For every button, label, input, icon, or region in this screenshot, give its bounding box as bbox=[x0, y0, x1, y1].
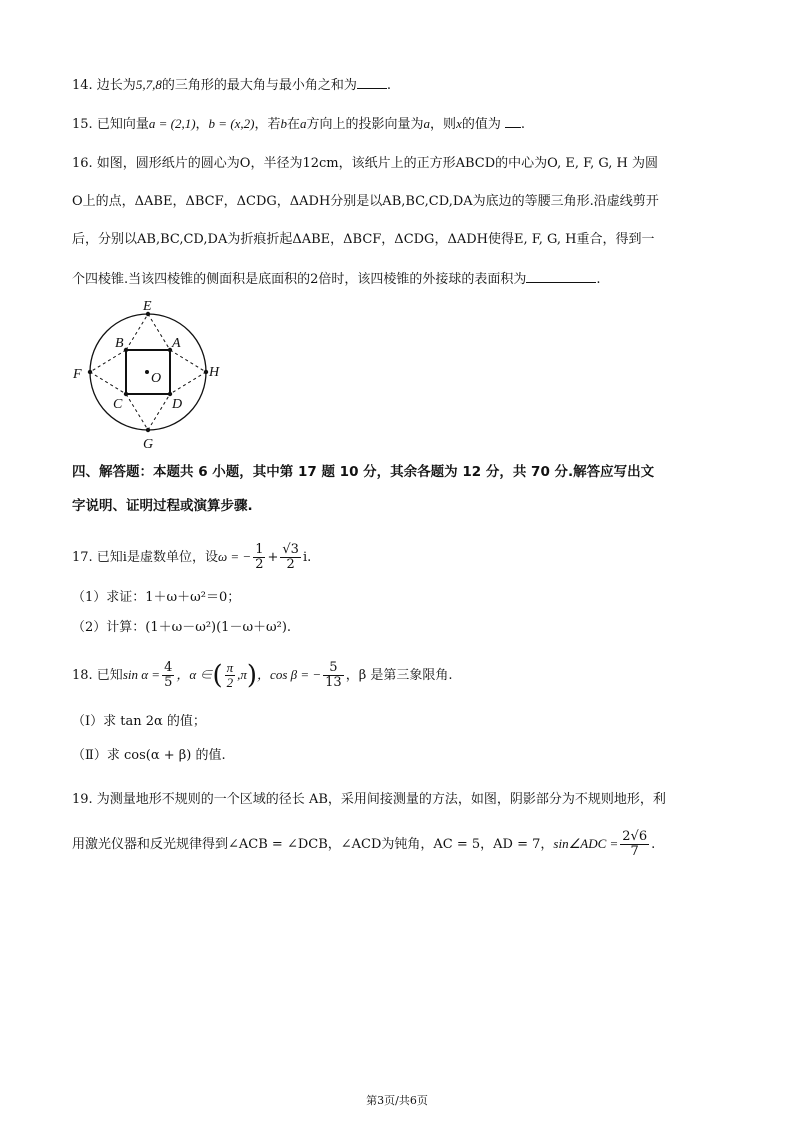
q15-text-c: 在 bbox=[287, 117, 301, 132]
q14-end: . bbox=[386, 78, 391, 93]
label-G: G bbox=[143, 437, 154, 452]
q15-text-a: 已知向量 bbox=[96, 117, 149, 132]
q17-fraction-2: $\frac{√3}{2}$ bbox=[282, 542, 299, 572]
q15-answer-blank bbox=[505, 113, 521, 128]
q15-sep: ， bbox=[195, 117, 209, 132]
section-4-heading-line-2: 字说明、证明过程或演算步骤. bbox=[72, 498, 253, 514]
question-19-line-1: 19. 为测量地形不规则的一个区域的径长 AB，采用间接测量的方法，如图，阴影部分为不规则地形，利 bbox=[72, 792, 666, 807]
q18-cos-fraction: $\frac{5}{13}$ bbox=[325, 660, 342, 690]
question-16-line-3: 后，分别以AB,BC,CD,DA为折痕折起ΔABE，ΔBCF，ΔCDG，ΔADH使得E, F, G, H重合，得到一 bbox=[72, 232, 655, 247]
q19-sin-adc: sin∠ADC = bbox=[553, 836, 619, 851]
q18-pi-fraction: $\frac{\pi}{2}$ bbox=[226, 660, 234, 690]
q14-answer-blank bbox=[357, 74, 387, 89]
q15-vector-a: a = (2,1) bbox=[148, 116, 196, 131]
label-H: H bbox=[209, 365, 220, 380]
q18-paren-open: ( bbox=[212, 660, 223, 691]
question-16-line-2: O上的点，ΔABE，ΔBCF，ΔCDG，ΔADH分别是以AB,BC,CD,DA为底边的等腰三角形.沿虚线剪开 bbox=[72, 194, 659, 209]
figure-dashed-g bbox=[126, 394, 170, 430]
q19-end: . bbox=[651, 837, 656, 852]
q15-a-symbol-2: a bbox=[423, 116, 431, 131]
page-footer: 第3页/共6页 bbox=[366, 1094, 428, 1107]
q16-line-4-text: 个四棱锥.当该四棱锥的侧面积是底面积的2倍时，该四棱锥的外接球的表面积为 bbox=[72, 272, 527, 287]
q18-stem-end: ，β 是第三象限角. bbox=[345, 668, 453, 683]
q18-cos-beta: ，cos β = − bbox=[257, 667, 322, 682]
q14-text-a: 14. 边长为 bbox=[72, 78, 136, 93]
question-18 bbox=[72, 656, 452, 695]
q17-fraction-1: $\frac{1}{2}$ bbox=[255, 542, 264, 572]
question-15 bbox=[72, 113, 525, 135]
label-D: D bbox=[172, 397, 183, 412]
circle-square-figure bbox=[68, 296, 248, 456]
q15-b-symbol: b bbox=[280, 116, 288, 131]
q19-fraction: $\frac{2√6}{7}$ bbox=[622, 829, 648, 859]
q15-vector-b: b = (x,2) bbox=[208, 116, 255, 131]
question-16-line-4 bbox=[72, 268, 601, 290]
label-B: B bbox=[115, 336, 124, 351]
label-C: C bbox=[113, 397, 123, 412]
q18-interval-end: ,π bbox=[237, 667, 247, 682]
figure-dashed-h bbox=[170, 350, 206, 394]
question-17 bbox=[72, 540, 311, 575]
figure-dashed-f bbox=[90, 350, 126, 394]
q17-stem-a: 17. 已知i是虚数单位，设 bbox=[72, 550, 218, 565]
q18-alpha-in: ，α ∈ bbox=[176, 667, 213, 682]
q15-end: . bbox=[520, 117, 525, 132]
label-A: A bbox=[172, 336, 181, 351]
q17-stem-end: i. bbox=[302, 550, 312, 565]
q17-part-1: （1）求证：1＋ω＋ω²＝0； bbox=[72, 590, 241, 605]
q16-end: . bbox=[596, 272, 601, 287]
q18-sin-alpha: sin α = bbox=[122, 667, 161, 682]
label-E: E bbox=[143, 299, 152, 314]
q19-line-2-text: 用激光仪器和反光规律得到∠ACB = ∠DCB，∠ACD为钝角，AC = 5，AD = 7， bbox=[72, 837, 554, 852]
q17-plus: + bbox=[267, 550, 279, 565]
question-19-line-2 bbox=[72, 826, 655, 863]
section-4-heading-line-1: 四、解答题：本题共 6 小题，其中第 17 题 10 分，其余各题为 12 分，共 70 分.解答应写出文 bbox=[72, 464, 655, 480]
q15-text-e: ，则 bbox=[430, 117, 457, 132]
q15-text-d: 方向上的投影向量为 bbox=[306, 117, 424, 132]
q15-text-b: ，若 bbox=[254, 117, 281, 132]
q16-answer-blank bbox=[526, 268, 596, 283]
question-14 bbox=[72, 74, 391, 96]
q14-side-lengths: 5,7,8 bbox=[135, 77, 162, 92]
label-O: O bbox=[151, 371, 162, 386]
q18-stem-a: 18. 已知 bbox=[72, 668, 123, 683]
label-F: F bbox=[73, 367, 82, 382]
q18-sin-fraction: $\frac{4}{5}$ bbox=[164, 660, 173, 690]
q14-text-b: 的三角形的最大角与最小角之和为 bbox=[161, 78, 357, 93]
q15-a-symbol: a bbox=[300, 116, 307, 131]
q15-var-x: x bbox=[456, 116, 462, 131]
q17-part-2: （2）计算：(1＋ω－ω²)(1－ω＋ω²). bbox=[72, 620, 292, 635]
q18-part-1: （Ⅰ）求 tan 2α 的值； bbox=[72, 714, 206, 729]
q15-text-f: 的值为 bbox=[461, 117, 501, 132]
q18-paren-close: ) bbox=[246, 660, 258, 691]
question-16-line-1: 16. 如图，圆形纸片的圆心为O，半径为12cm，该纸片上的正方形ABCD的中心为O, E, F, G, H 为圆 bbox=[72, 156, 658, 171]
q15-num: 15. bbox=[72, 117, 93, 132]
q18-part-2: （Ⅱ）求 cos(α + β) 的值. bbox=[72, 748, 226, 763]
figure-dashed-e bbox=[126, 314, 170, 350]
q17-omega-eq: ω = − bbox=[217, 549, 252, 564]
